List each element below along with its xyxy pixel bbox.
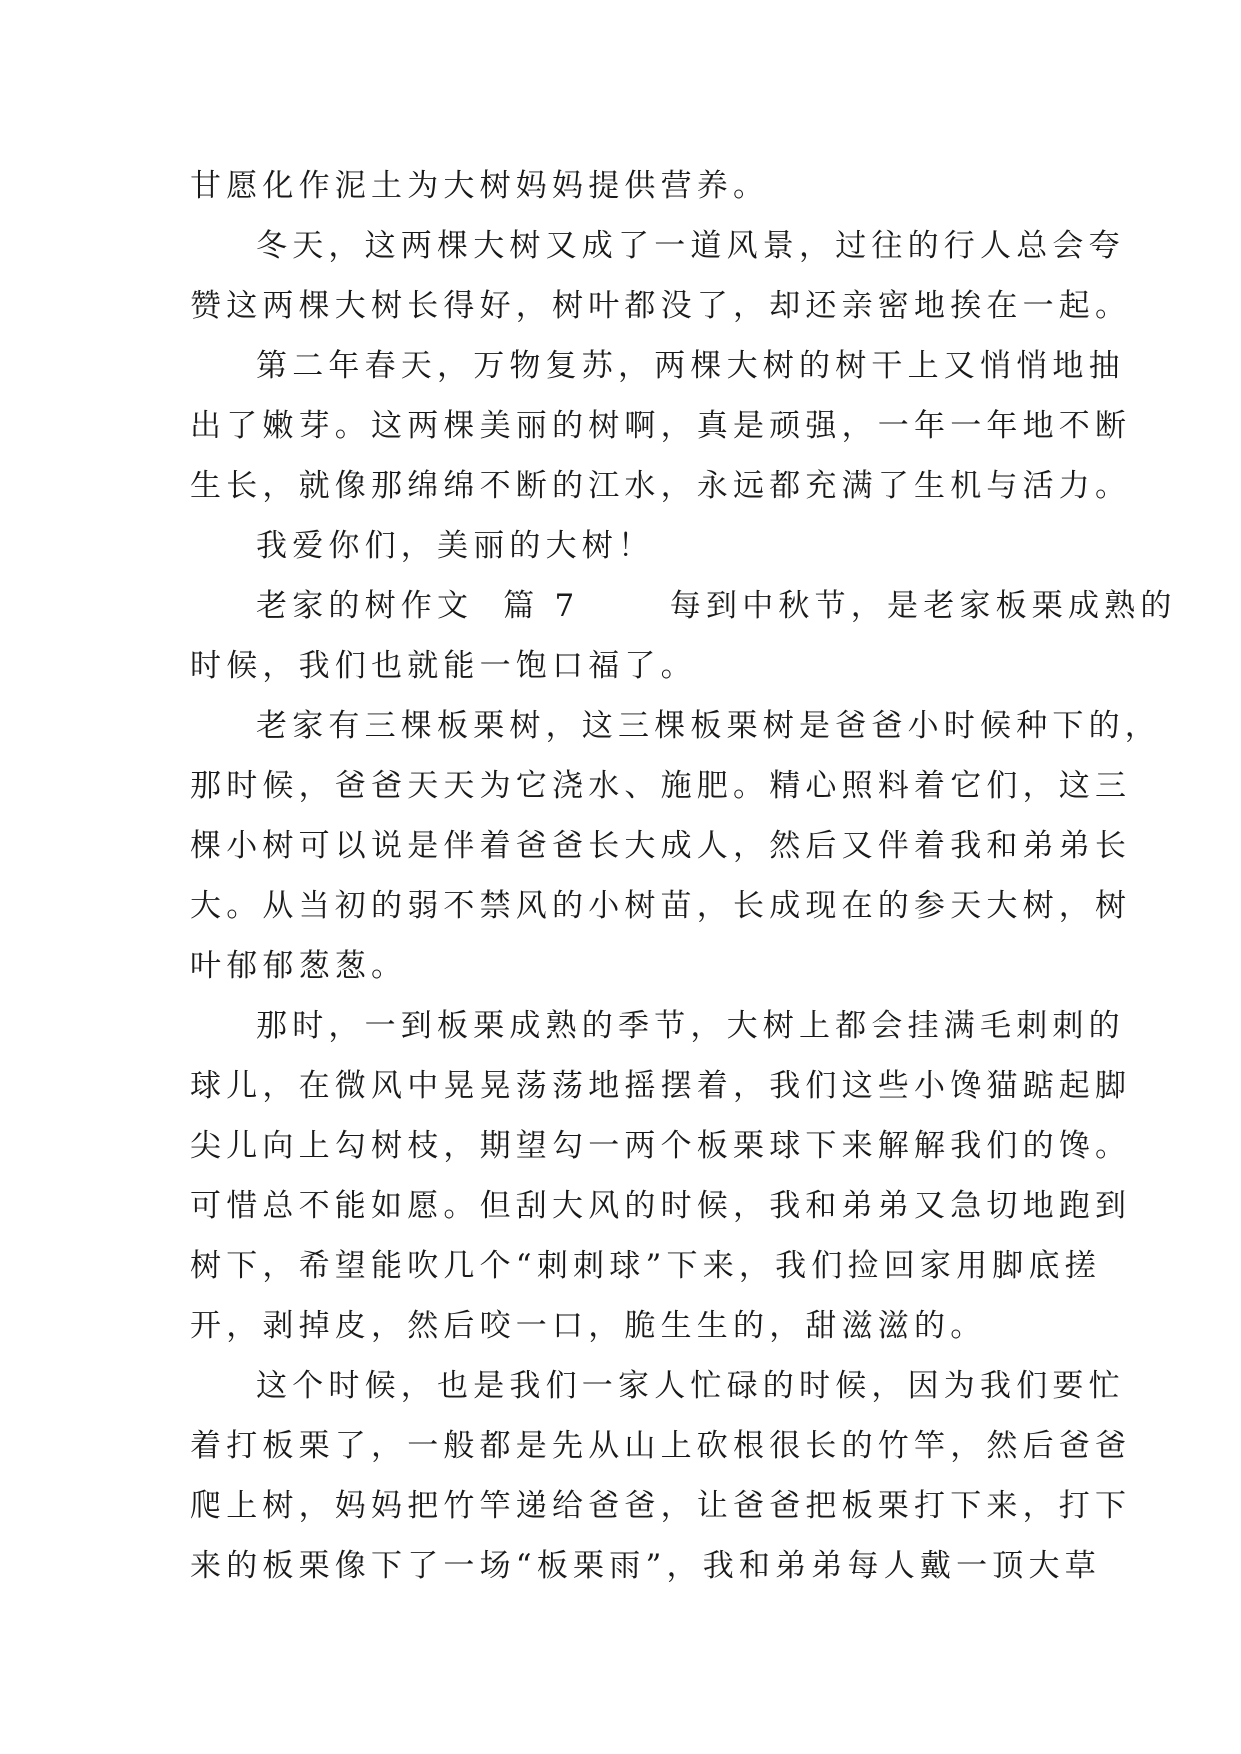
text-line: 生长，就像那绵绵不断的江水，永远都充满了生机与活力。 (190, 468, 1132, 504)
text-line: 第二年春天，万物复苏，两棵大树的树干上又悄悄地抽 (256, 348, 1125, 384)
text-line: 树下，希望能吹几个“刺刺球”下来，我们捡回家用脚底搓 (190, 1248, 1101, 1284)
text-line: 甘愿化作泥土为大树妈妈提供营养。 (190, 168, 770, 204)
text-line: 尖儿向上勾树枝，期望勾一两个板栗球下来解解我们的馋。 (190, 1128, 1132, 1164)
text-line: 大。从当初的弱不禁风的小树苗，长成现在的参天大树，树 (190, 888, 1132, 924)
essay-text (190, 156, 1177, 1596)
section-heading-line: 老家的树作文 篇 7 每到中秋节，是老家板栗成熟的 (256, 588, 1177, 624)
text-line: 赞这两棵大树长得好，树叶都没了，却还亲密地挨在一起。 (190, 288, 1132, 324)
text-line: 开，剥掉皮，然后咬一口，脆生生的，甜滋滋的。 (190, 1308, 987, 1344)
text-line: 冬天，这两棵大树又成了一道风景，过往的行人总会夸 (256, 228, 1125, 264)
text-line: 着打板栗了，一般都是先从山上砍根很长的竹竿，然后爸爸 (190, 1428, 1132, 1464)
text-line: 来的板栗像下了一场“板栗雨”，我和弟弟每人戴一顶大草 (190, 1548, 1101, 1584)
text-line: 球儿，在微风中晃晃荡荡地摇摆着，我们这些小馋猫踮起脚 (190, 1068, 1132, 1104)
text-line: 叶郁郁葱葱。 (190, 948, 408, 984)
text-line: 爬上树，妈妈把竹竿递给爸爸，让爸爸把板栗打下来，打下 (190, 1488, 1132, 1524)
text-line: 棵小树可以说是伴着爸爸长大成人，然后又伴着我和弟弟长 (190, 828, 1132, 864)
text-line: 出了嫩芽。这两棵美丽的树啊，真是顽强，一年一年地不断 (190, 408, 1132, 444)
text-line: 时候，我们也就能一饱口福了。 (190, 648, 697, 684)
text-line: 老家有三棵板栗树，这三棵板栗树是爸爸小时候种下的， (256, 708, 1161, 744)
text-line: 那时候，爸爸天天为它浇水、施肥。精心照料着它们，这三 (190, 768, 1132, 804)
text-line: 这个时候，也是我们一家人忙碌的时候，因为我们要忙 (256, 1368, 1125, 1404)
text-line: 可惜总不能如愿。但刮大风的时候，我和弟弟又急切地跑到 (190, 1188, 1132, 1224)
text-line: 那时，一到板栗成熟的季节，大树上都会挂满毛刺刺的 (256, 1008, 1125, 1044)
text-line: 我爱你们，美丽的大树！ (256, 528, 655, 564)
